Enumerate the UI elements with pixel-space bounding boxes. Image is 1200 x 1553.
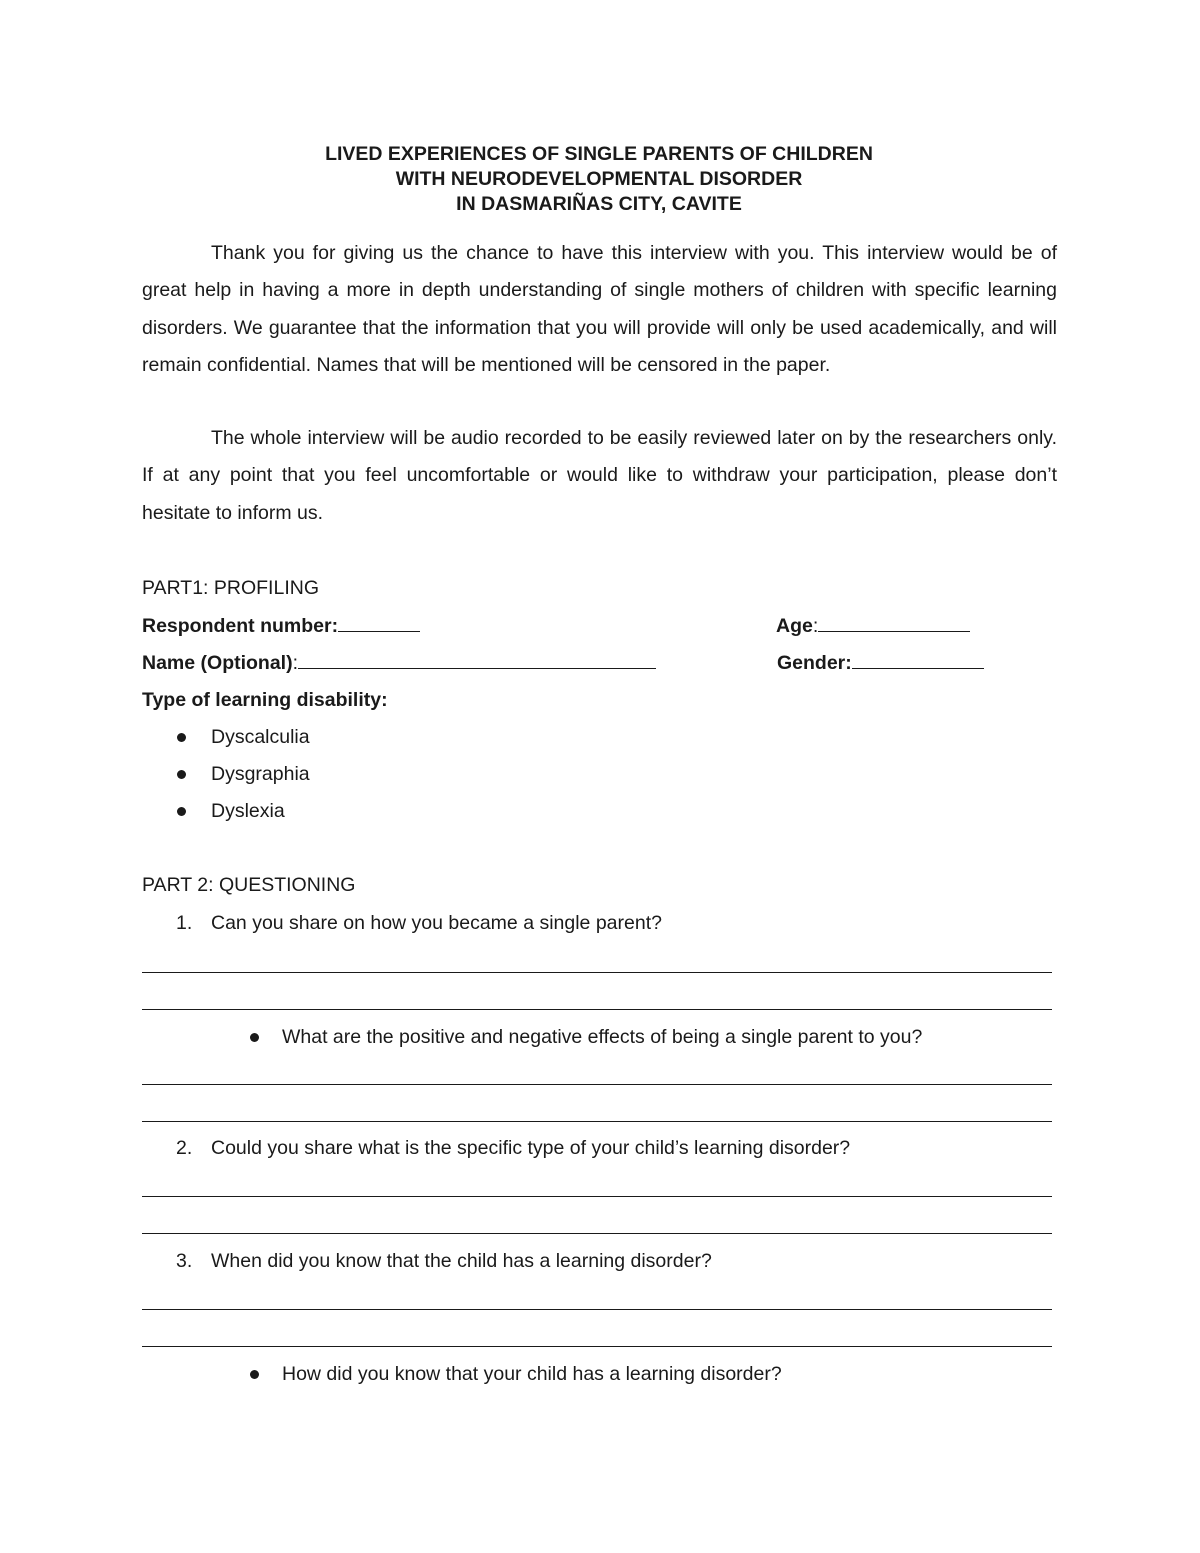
intro-paragraph-2: The whole interview will be audio recorded to be easily reviewed later on by the researchers only. If at any point that you feel uncomfortable or would like to withdraw your participation, please don’t hesitate to inform us. — [142, 427, 1057, 524]
name-label: Name (Optional) — [142, 652, 293, 674]
document-title — [142, 142, 1056, 217]
age-colon: : — [812, 615, 819, 637]
name-field — [142, 651, 656, 675]
bullet-icon — [250, 1033, 259, 1042]
question-2-text: Could you share what is the specific type of your child’s learning disorder? — [211, 1137, 851, 1159]
answer-line[interactable] — [142, 1121, 1052, 1122]
name-blank[interactable] — [298, 666, 656, 669]
age-label: Age — [776, 615, 813, 637]
question-3-subquestion: How did you know that your child has a learning disorder? — [282, 1363, 782, 1385]
question-2-number: 2. — [176, 1137, 193, 1159]
question-1-subquestion: What are the positive and negative effects of being a single parent to you? — [282, 1026, 923, 1048]
question-1-text: Can you share on how you became a single parent? — [211, 912, 662, 934]
bullet-icon — [177, 770, 186, 779]
name-colon: : — [292, 652, 299, 674]
intro-paragraph-1: Thank you for giving us the chance to have this interview with you. This interview would be of great help in having a more in depth understanding of single mothers of children with specific learning disorders. We guarantee that the information that you will provide will only be used academically, and will remain confidential. Names that will be mentioned will be censored in the paper. — [142, 242, 1057, 376]
gender-field — [777, 651, 984, 675]
answer-line[interactable] — [142, 1233, 1052, 1234]
answer-line[interactable] — [142, 1009, 1052, 1010]
disability-option-dyscalculia: Dyscalculia — [211, 726, 310, 748]
question-3-text: When did you know that the child has a learning disorder? — [211, 1250, 712, 1272]
answer-line[interactable] — [142, 972, 1052, 973]
answer-line[interactable] — [142, 1309, 1052, 1310]
bullet-icon — [177, 807, 186, 816]
answer-line[interactable] — [142, 1084, 1052, 1085]
question-1-number: 1. — [176, 912, 193, 934]
title-line-2: WITH NEURODEVELOPMENTAL DISORDER — [395, 168, 803, 190]
question-3-number: 3. — [176, 1250, 193, 1272]
respondent-number-blank[interactable] — [338, 629, 420, 632]
bullet-icon — [250, 1370, 259, 1379]
respondent-number-field — [142, 614, 420, 638]
gender-label: Gender: — [777, 652, 852, 674]
part1-heading: PART1: PROFILING — [142, 577, 319, 599]
disability-option-dysgraphia: Dysgraphia — [211, 763, 310, 785]
age-field — [776, 614, 970, 638]
disability-option-dyslexia: Dyslexia — [211, 800, 285, 822]
title-line-1: LIVED EXPERIENCES OF SINGLE PARENTS OF CHILDREN — [325, 143, 873, 165]
part2-heading: PART 2: QUESTIONING — [142, 874, 356, 896]
age-blank[interactable] — [818, 629, 970, 632]
respondent-number-label: Respondent number: — [142, 615, 339, 637]
bullet-icon — [177, 733, 186, 742]
answer-line[interactable] — [142, 1196, 1052, 1197]
disability-type-label: Type of learning disability: — [142, 689, 388, 711]
title-line-3: IN DASMARIÑAS CITY, CAVITE — [456, 193, 742, 215]
answer-line[interactable] — [142, 1346, 1052, 1347]
gender-blank[interactable] — [852, 666, 984, 669]
